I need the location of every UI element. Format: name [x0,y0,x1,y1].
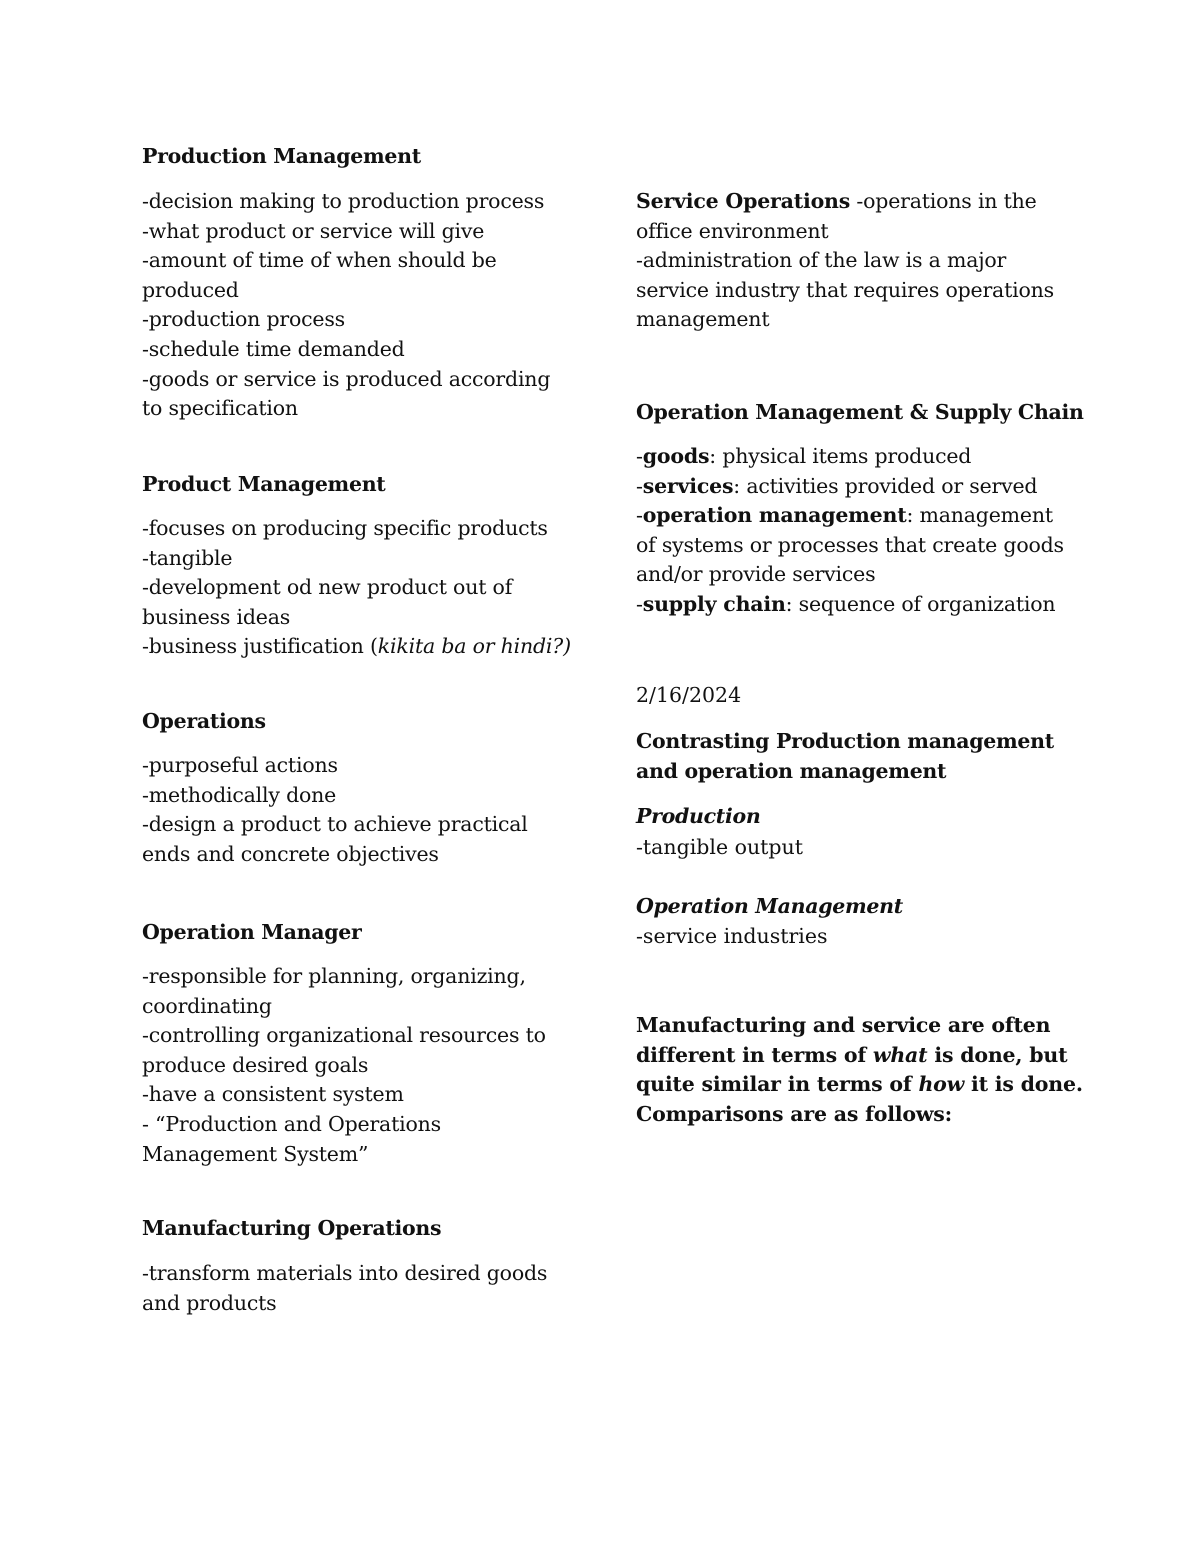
manufacturing-operations-notes [142,1259,547,1318]
note-line: coordinating [142,993,272,1018]
note-line: -controlling organizational resources to [142,1023,546,1048]
note-line: produced [142,277,239,302]
note-line: of systems or processes that create goods [636,532,1064,557]
note-line: - “Production and Operations [142,1111,441,1136]
production-management-notes [142,187,550,424]
note-line: -design a product to achieve practical [142,812,528,837]
note-line: to specification [142,396,298,421]
supply-chain-notes [636,442,1064,620]
production-label: Production [636,804,761,828]
operation-management-note: -service industries [636,924,828,948]
heading-manufacturing-operations: Manufacturing Operations [142,1216,442,1240]
note-line [142,632,571,662]
comparison-line [636,1041,1083,1071]
justification-text: -business justification ( [142,634,378,659]
comparison-text: it is done. [964,1072,1083,1097]
services-term: services [642,473,734,498]
note-line [636,442,1064,472]
heading-contrast-line-2: and operation management [636,759,947,783]
goods-definition: : physical items produced [709,444,972,468]
service-operations-definition: -operations in the [850,189,1037,213]
note-line [636,472,1064,502]
heading-operations: Operations [142,709,266,733]
supply-chain-term: supply chain [642,591,786,616]
note-line: -responsible for planning, organizing, [142,964,526,988]
note-line: business ideas [142,604,291,629]
note-line [636,187,1054,217]
note-line: -tangible [142,545,233,570]
note-line: -have a consistent system [142,1082,404,1107]
note-line [636,590,1064,620]
note-line: -goods or service is produced according [142,366,551,391]
operations-notes [142,751,528,869]
justification-italic: kikita ba or hindi?) [377,634,571,659]
note-line: -development od new product out of [142,575,513,600]
service-operations-term: Service Operations [636,189,851,213]
dash: - [636,503,643,528]
note-line: -administration of the law is a major [636,248,1007,273]
note-line: -schedule time demanded [142,336,405,361]
note-line: and products [142,1290,277,1315]
comparison-line: Manufacturing and service are often [636,1013,1051,1037]
operation-management-term: operation management [642,503,907,528]
comparison-text: is done, but [927,1042,1068,1067]
note-line: -methodically done [142,782,337,807]
comparison-line: Comparisons are as follows: [636,1101,953,1126]
goods-term: goods [642,444,710,468]
heading-operation-manager: Operation Manager [142,920,362,944]
comparison-emphasis: what [872,1042,928,1067]
note-line: -what product or service will give [142,218,485,243]
operation-manager-notes [142,962,546,1169]
operation-management-label: Operation Management [636,894,903,918]
dash: - [636,591,643,616]
note-line: -decision making to production process [142,189,545,213]
heading-product-management: Product Management [142,472,386,496]
note-line: -transform materials into desired goods [142,1261,548,1285]
comparison-emphasis: how [918,1072,965,1097]
note-line: service industry that requires operations [636,277,1054,302]
note-line: -purposeful actions [142,753,338,777]
note-line: -focuses on producing specific products [142,516,548,540]
dash: - [636,473,643,498]
product-management-notes [142,514,571,662]
supply-chain-definition: : sequence of organization [785,591,1056,616]
dash: - [636,444,643,468]
comparison-paragraph [636,1011,1083,1129]
note-line: and/or provide services [636,562,876,587]
note-line: produce desired goals [142,1052,369,1077]
service-operations-notes [636,187,1054,335]
note-line: Management System” [142,1141,369,1166]
comparison-text: quite similar in terms of [636,1072,919,1097]
note-line: management [636,307,770,332]
note-line: -production process [142,307,345,332]
operation-management-definition: : management [906,503,1053,528]
note-date: 2/16/2024 [636,683,742,707]
services-definition: : activities provided or served [733,473,1038,498]
note-line: ends and concrete objectives [142,841,439,866]
note-line [636,501,1064,531]
comparison-line [636,1070,1083,1100]
production-note: -tangible output [636,835,803,859]
note-line: -amount of time of when should be [142,248,497,273]
comparison-text: different in terms of [636,1042,873,1067]
heading-supply-chain: Operation Management & Supply Chain [636,400,1084,424]
note-line: office environment [636,218,829,243]
heading-contrast-line-1: Contrasting Production management [636,729,1054,753]
heading-production-management: Production Management [142,144,421,168]
